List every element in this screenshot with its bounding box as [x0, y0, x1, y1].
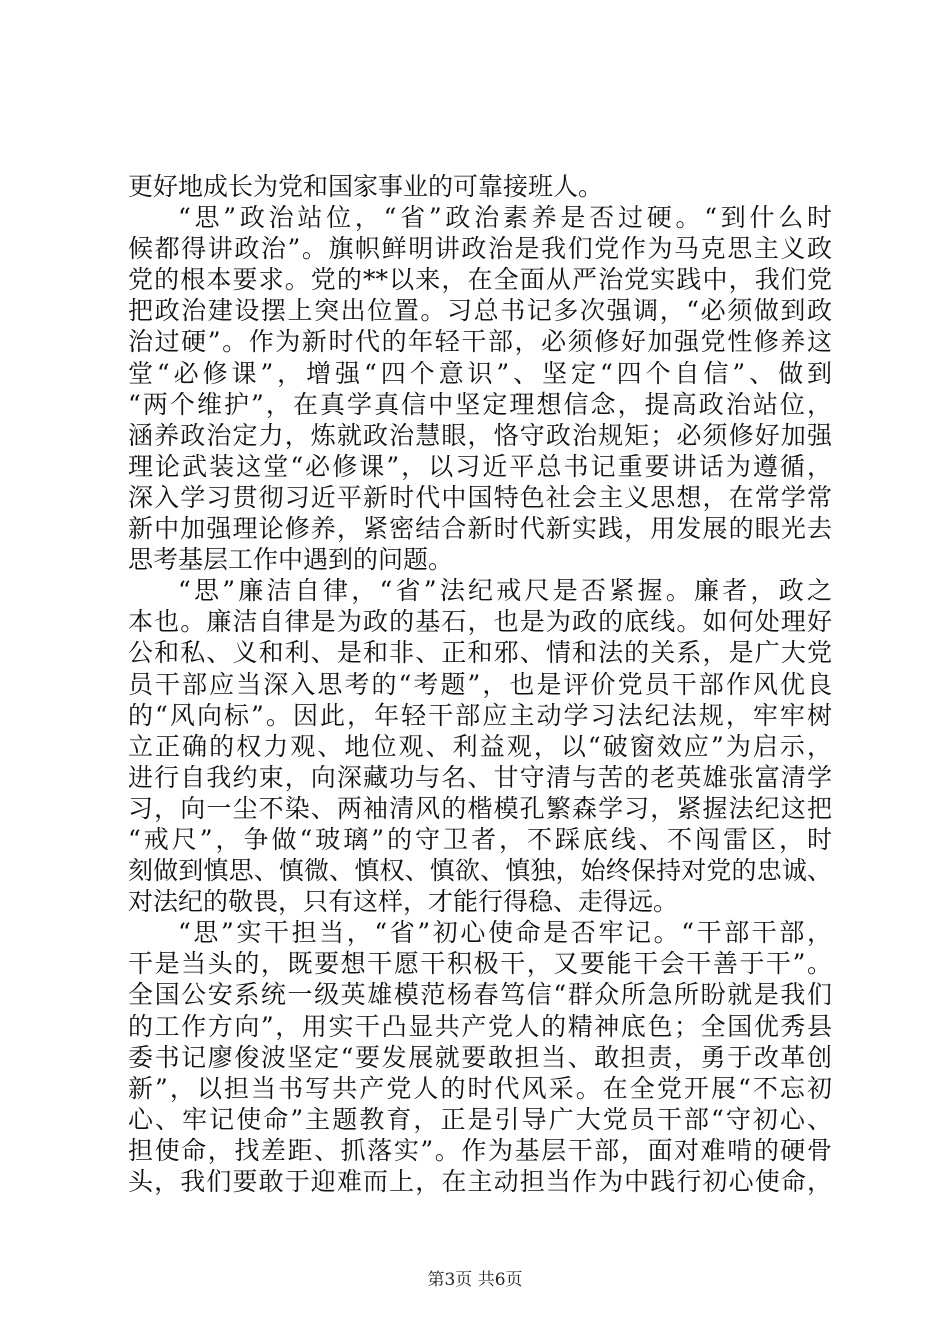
text-line: 新”，以担当书写共产党人的时代风采。在全党开展“不忘初 — [128, 1073, 832, 1103]
text-line: 候都得讲政治”。旗帜鲜明讲政治是我们党作为马克思主义政 — [128, 234, 832, 264]
text-line: 心、牢记使命”主题教育，正是引导广大党员干部“守初心、 — [128, 1104, 832, 1134]
text-line: 的“风向标”。因此，年轻干部应主动学习法纪法规，牢牢树 — [128, 700, 832, 730]
text-line: “思”政治站位，“省”政治素养是否过硬。“到什么时 — [178, 203, 832, 233]
text-line: 头，我们要敢于迎难而上，在主动担当作为中践行初心使命， — [128, 1167, 832, 1196]
text-line: 更好地成长为党和国家事业的可靠接班人。 — [128, 172, 604, 201]
text-line: 新中加强理论修养，紧密结合新时代新实践，用发展的眼光去 — [128, 514, 832, 544]
page-footer: 第3页 共6页 — [427, 1270, 523, 1290]
text-line: 对法纪的敬畏，只有这样，才能行得稳、走得远。 — [128, 887, 679, 917]
text-line: 党的根本要求。党的**以来，在全面从严治党实践中，我们党 — [128, 265, 832, 295]
document-body — [128, 171, 832, 1197]
text-line: “思”实干担当，“省”初心使命是否牢记。“干部干部， — [178, 918, 832, 948]
text-line: 的工作方向”，用实干凸显共产党人的精神底色；全国优秀县 — [128, 1011, 832, 1041]
text-line: “思”廉洁自律，“省”法纪戒尺是否紧握。廉者，政之 — [178, 576, 832, 606]
text-line: 进行自我约束，向深藏功与名、甘守清与苦的老英雄张富清学 — [128, 762, 832, 792]
text-line: 涵养政治定力，炼就政治慧眼，恪守政治规矩；必须修好加强 — [128, 420, 832, 450]
text-line: “戒尺”，争做“玻璃”的守卫者，不踩底线、不闯雷区，时 — [128, 824, 832, 854]
text-line: 立正确的权力观、地位观、利益观，以“破窗效应”为启示， — [128, 731, 832, 761]
text-line: 员干部应当深入思考的“考题”，也是评价党员干部作风优良 — [128, 669, 832, 699]
text-line: 公和私、义和利、是和非、正和邪、情和法的关系，是广大党 — [128, 638, 832, 668]
text-line: 委书记廖俊波坚定“要发展就要敢担当、敢担责，勇于改革创 — [128, 1042, 832, 1072]
text-line: 全国公安系统一级英雄模范杨春笃信“群众所急所盼就是我们 — [128, 980, 832, 1010]
text-line: “两个维护”，在真学真信中坚定理想信念，提高政治站位， — [128, 389, 832, 419]
text-line: 干是当头的，既要想干愿干积极干，又要能干会干善于干”。 — [128, 949, 832, 979]
text-line: 本也。廉洁自律是为政的基石，也是为政的底线。如何处理好 — [128, 607, 832, 637]
text-line: 把政治建设摆上突出位置。习总书记多次强调，“必须做到政 — [128, 296, 832, 326]
text-line: 担使命，找差距、抓落实”。作为基层干部，面对难啃的硬骨 — [128, 1135, 832, 1165]
text-line: 思考基层工作中遇到的问题。 — [128, 545, 454, 575]
text-line: 习，向一尘不染、两袖清风的楷模孔繁森学习，紧握法纪这把 — [128, 793, 832, 823]
text-line: 治过硬”。作为新时代的年轻干部，必须修好加强党性修养这 — [128, 327, 832, 357]
text-line: 深入学习贯彻习近平新时代中国特色社会主义思想，在常学常 — [128, 482, 832, 512]
text-line: 理论武装这堂“必修课”，以习近平总书记重要讲话为遵循， — [128, 451, 832, 481]
text-line: 刻做到慎思、慎微、慎权、慎欲、慎独，始终保持对党的忠诚、 — [128, 856, 832, 886]
text-line: 堂“必修课”，增强“四个意识”、坚定“四个自信”、做到 — [128, 358, 832, 388]
